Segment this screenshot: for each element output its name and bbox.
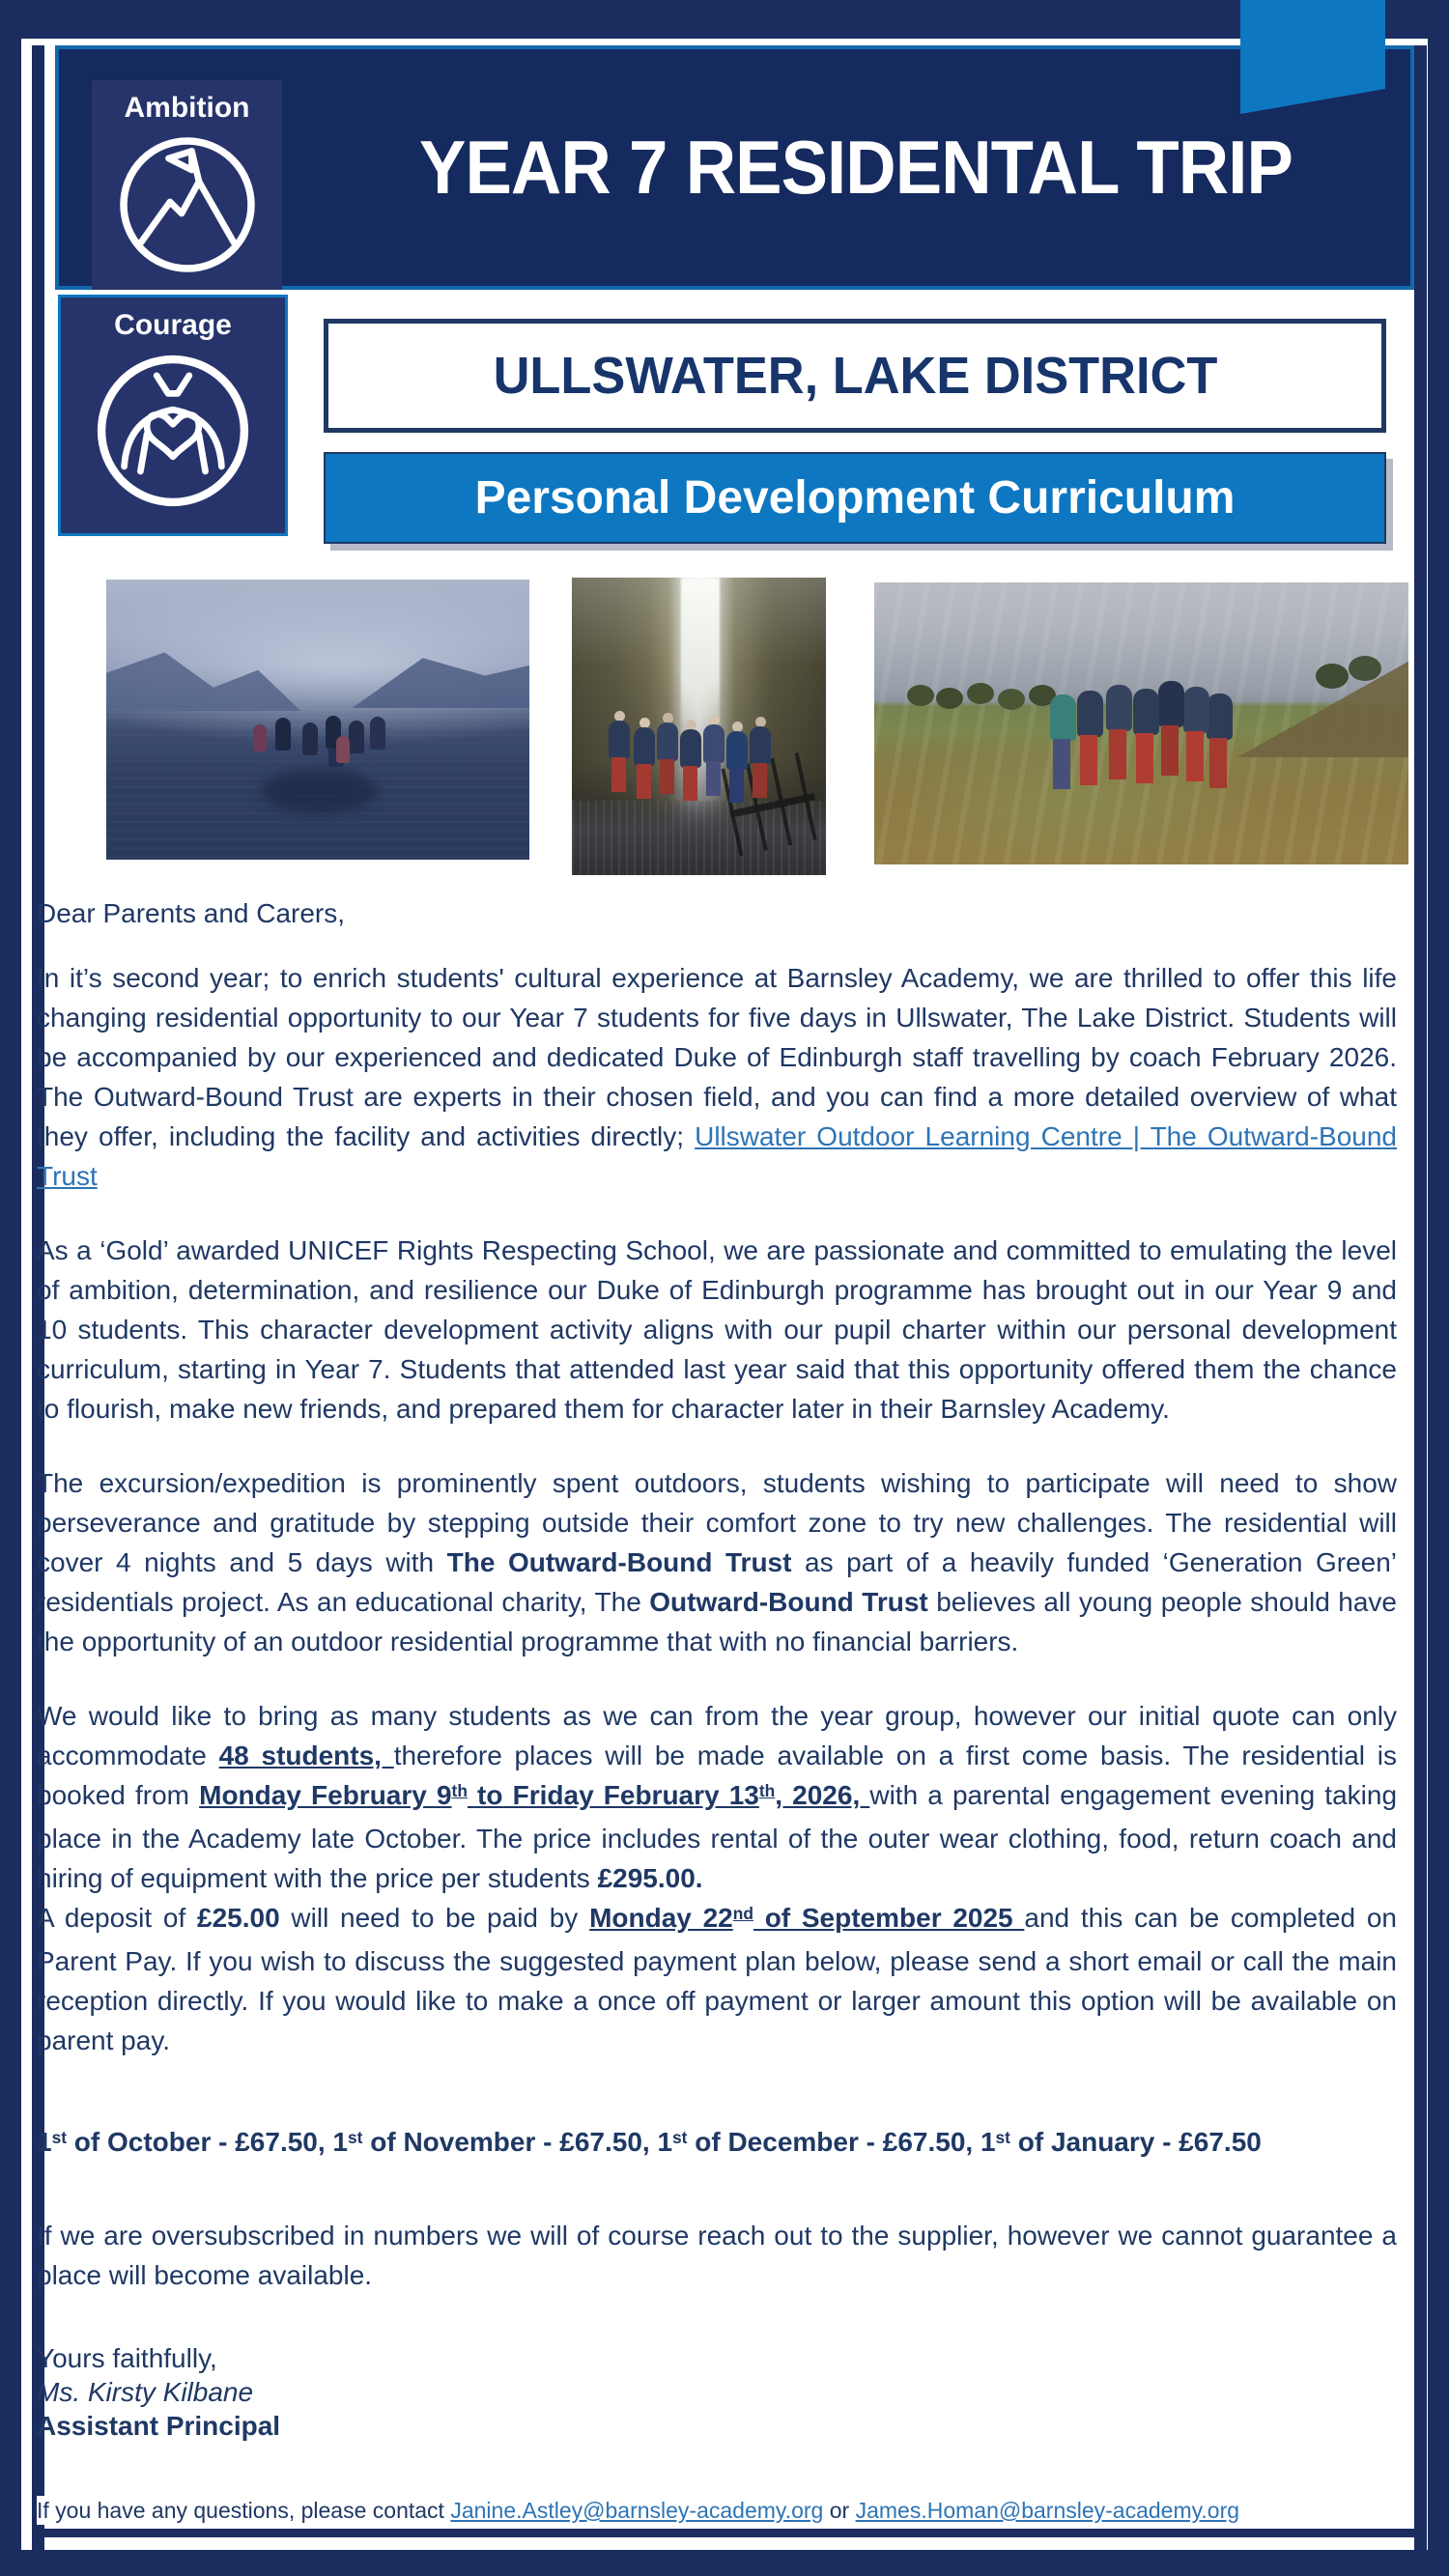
text-run: to Friday February 13 bbox=[467, 1780, 759, 1810]
valediction: Yours faithfully, bbox=[37, 2343, 217, 2373]
text-run: th bbox=[451, 1781, 468, 1801]
mountain-flag-icon bbox=[115, 132, 260, 277]
lake-reflection bbox=[261, 769, 377, 813]
hillside-group-jackets bbox=[1077, 691, 1103, 737]
inner-rule-right bbox=[1414, 45, 1427, 2550]
superhero-heart-icon bbox=[92, 350, 254, 512]
payment-schedule-line bbox=[37, 2122, 1397, 2166]
text-run: 48 students, bbox=[218, 1741, 394, 1770]
photo-waterfall-group bbox=[572, 578, 826, 875]
badge-ambition bbox=[92, 80, 282, 290]
text-run: £25.00 bbox=[197, 1903, 280, 1933]
text-run: nd bbox=[732, 1904, 753, 1924]
lake-mountain-right bbox=[352, 658, 529, 708]
text-run: Outward-Bound Trust bbox=[649, 1587, 928, 1617]
hillside-ridge bbox=[1237, 662, 1408, 757]
letter-paragraph bbox=[37, 2216, 1397, 2295]
hillside-trees-right bbox=[1349, 656, 1381, 681]
text-run: The excursion/expedition is prominently spent outdoors, students wishing to participate will need to show perseverance and gratitude by stepping outside their comfort zone to try new challenges. The residential will cover 4 nights and 5 days with bbox=[37, 1468, 1397, 1577]
page-border-right bbox=[1428, 0, 1449, 2576]
text-run: We would like to bring as many students as we can from the year group, however our initial quote can only accommodate bbox=[37, 1701, 1397, 1770]
text-run: or bbox=[823, 2498, 856, 2523]
text-run: st bbox=[51, 2128, 68, 2148]
text-run: If you have any questions, please contact bbox=[37, 2498, 451, 2523]
waterfall-group-legs bbox=[611, 757, 626, 792]
closing-block bbox=[37, 2341, 1397, 2443]
hyperlink[interactable]: James.Homan@barnsley-academy.org bbox=[855, 2498, 1240, 2523]
text-run: believes all young people should have the opportunity of an outdoor residential programme that with no financial barriers. bbox=[37, 1587, 1397, 1656]
letter-paragraph bbox=[37, 1231, 1397, 1429]
page-border-top bbox=[0, 0, 1449, 39]
text-run: st bbox=[995, 2128, 1010, 2148]
text-run: Monday February 9 bbox=[199, 1780, 452, 1810]
hillside-trees-left bbox=[907, 685, 934, 706]
page-border-left bbox=[0, 0, 21, 2576]
text-run: as part of a heavily funded ‘Generation Green’ residentials project. As an educational charity, The bbox=[37, 1547, 1398, 1617]
badge-ambition-label: Ambition bbox=[124, 92, 250, 124]
text-run: st bbox=[672, 2128, 688, 2148]
text-run: th bbox=[758, 1781, 776, 1801]
text-run: , 2026, bbox=[775, 1780, 870, 1810]
text-run: of December - £67.50, 1 bbox=[687, 2127, 996, 2157]
text-run: st bbox=[348, 2128, 363, 2148]
text-run: £295.00. bbox=[597, 1863, 703, 1893]
text-run: and this can be completed on Parent Pay. If you wish to discuss the suggested payment plan below, please send a short email or call the main reception directly. If you would like to make a once off payment or larger amount this option will be available on parent pay. bbox=[37, 1903, 1398, 2055]
badge-courage bbox=[58, 295, 288, 536]
text-run: The Outward-Bound Trust bbox=[446, 1547, 792, 1577]
waterfall-group-jackets bbox=[609, 721, 630, 759]
lake-students bbox=[275, 718, 291, 750]
footer-rule bbox=[32, 2529, 1427, 2537]
letter-paragraph bbox=[37, 958, 1397, 1196]
curriculum-banner-text: Personal Development Curriculum bbox=[474, 472, 1236, 524]
text-run: A deposit of bbox=[37, 1903, 198, 1933]
hyperlink[interactable]: Janine.Astley@barnsley-academy.org bbox=[450, 2498, 824, 2523]
text-run: of October - £67.50, 1 bbox=[67, 2127, 349, 2157]
contact-footer bbox=[37, 2496, 1397, 2525]
letter-body bbox=[37, 893, 1397, 2443]
text-run: therefore places will be made available on a first come basis. The residential is booked from bbox=[37, 1741, 1397, 1810]
text-run: with a parental engagement evening taking place in the Academy late October. The price includes rental of the outer wear clothing, food, return coach and hiring of equipment with the price per students bbox=[37, 1780, 1398, 1893]
lake-students-red bbox=[253, 724, 267, 751]
hyperlink[interactable]: Ullswater Outdoor Learning Centre | The Outward-Bound Trust bbox=[37, 1121, 1397, 1191]
page-border-bottom bbox=[0, 2550, 1449, 2576]
waterfall-stream bbox=[681, 578, 719, 744]
page-title: YEAR 7 RESIDENTAL TRIP bbox=[418, 125, 1293, 210]
hillside-group-legs bbox=[1080, 735, 1097, 785]
text-run: Monday 22 bbox=[589, 1903, 733, 1933]
signature-name: Ms. Kirsty Kilbane bbox=[37, 2377, 254, 2407]
curriculum-banner bbox=[324, 452, 1386, 544]
text-run: will need to be paid by bbox=[279, 1903, 590, 1933]
photo-lake-wading bbox=[106, 580, 529, 860]
subtitle-box bbox=[324, 319, 1386, 433]
text-run: of September 2025 bbox=[753, 1903, 1025, 1933]
badge-courage-label: Courage bbox=[114, 309, 232, 341]
text-run: 1 bbox=[37, 2127, 52, 2157]
letter-paragraph bbox=[37, 1463, 1397, 1661]
text-run: If we are oversubscribed in numbers we will of course reach out to the supplier, however we cannot guarantee a place will become available. bbox=[37, 2221, 1397, 2290]
letter-paragraph bbox=[37, 1696, 1397, 2060]
subtitle-text: ULLSWATER, LAKE DISTRICT bbox=[493, 347, 1217, 405]
salutation: Dear Parents and Carers, bbox=[37, 898, 346, 928]
lake-mountain-left bbox=[106, 652, 300, 711]
text-run: As a ‘Gold’ awarded UNICEF Rights Respecting School, we are passionate and committed to emulating the level of ambition, determination, and resilience our Duke of Edinburgh programme has brought out in our Year 9 and 10 students. This character development activity aligns with our pupil charter within our personal development curriculum, starting in Year 7. Students that attended last year said that this opportunity offered them the chance to flourish, make new friends, and prepared them for character later in their Barnsley Academy. bbox=[37, 1235, 1397, 1424]
text-run: In it’s second year; to enrich students' cultural experience at Barnsley Academy, we are thrilled to offer this life changing residential opportunity to our Year 7 students for five days in Ullswater, The Lake District. Students will be accompanied by our experienced and dedicated Duke of Edinburgh staff travelling by coach February 2026. The Outward-Bound Trust are experts in their chosen field, and you can find a more detailed overview of what they offer, including the facility and activities directly; bbox=[37, 963, 1397, 1151]
photo-hillside-hike bbox=[874, 582, 1408, 864]
text-run: of January - £67.50 bbox=[1009, 2127, 1262, 2157]
waterfall-railing bbox=[721, 751, 824, 857]
text-run: of November - £67.50, 1 bbox=[362, 2127, 673, 2157]
signature-role: Assistant Principal bbox=[37, 2411, 281, 2441]
